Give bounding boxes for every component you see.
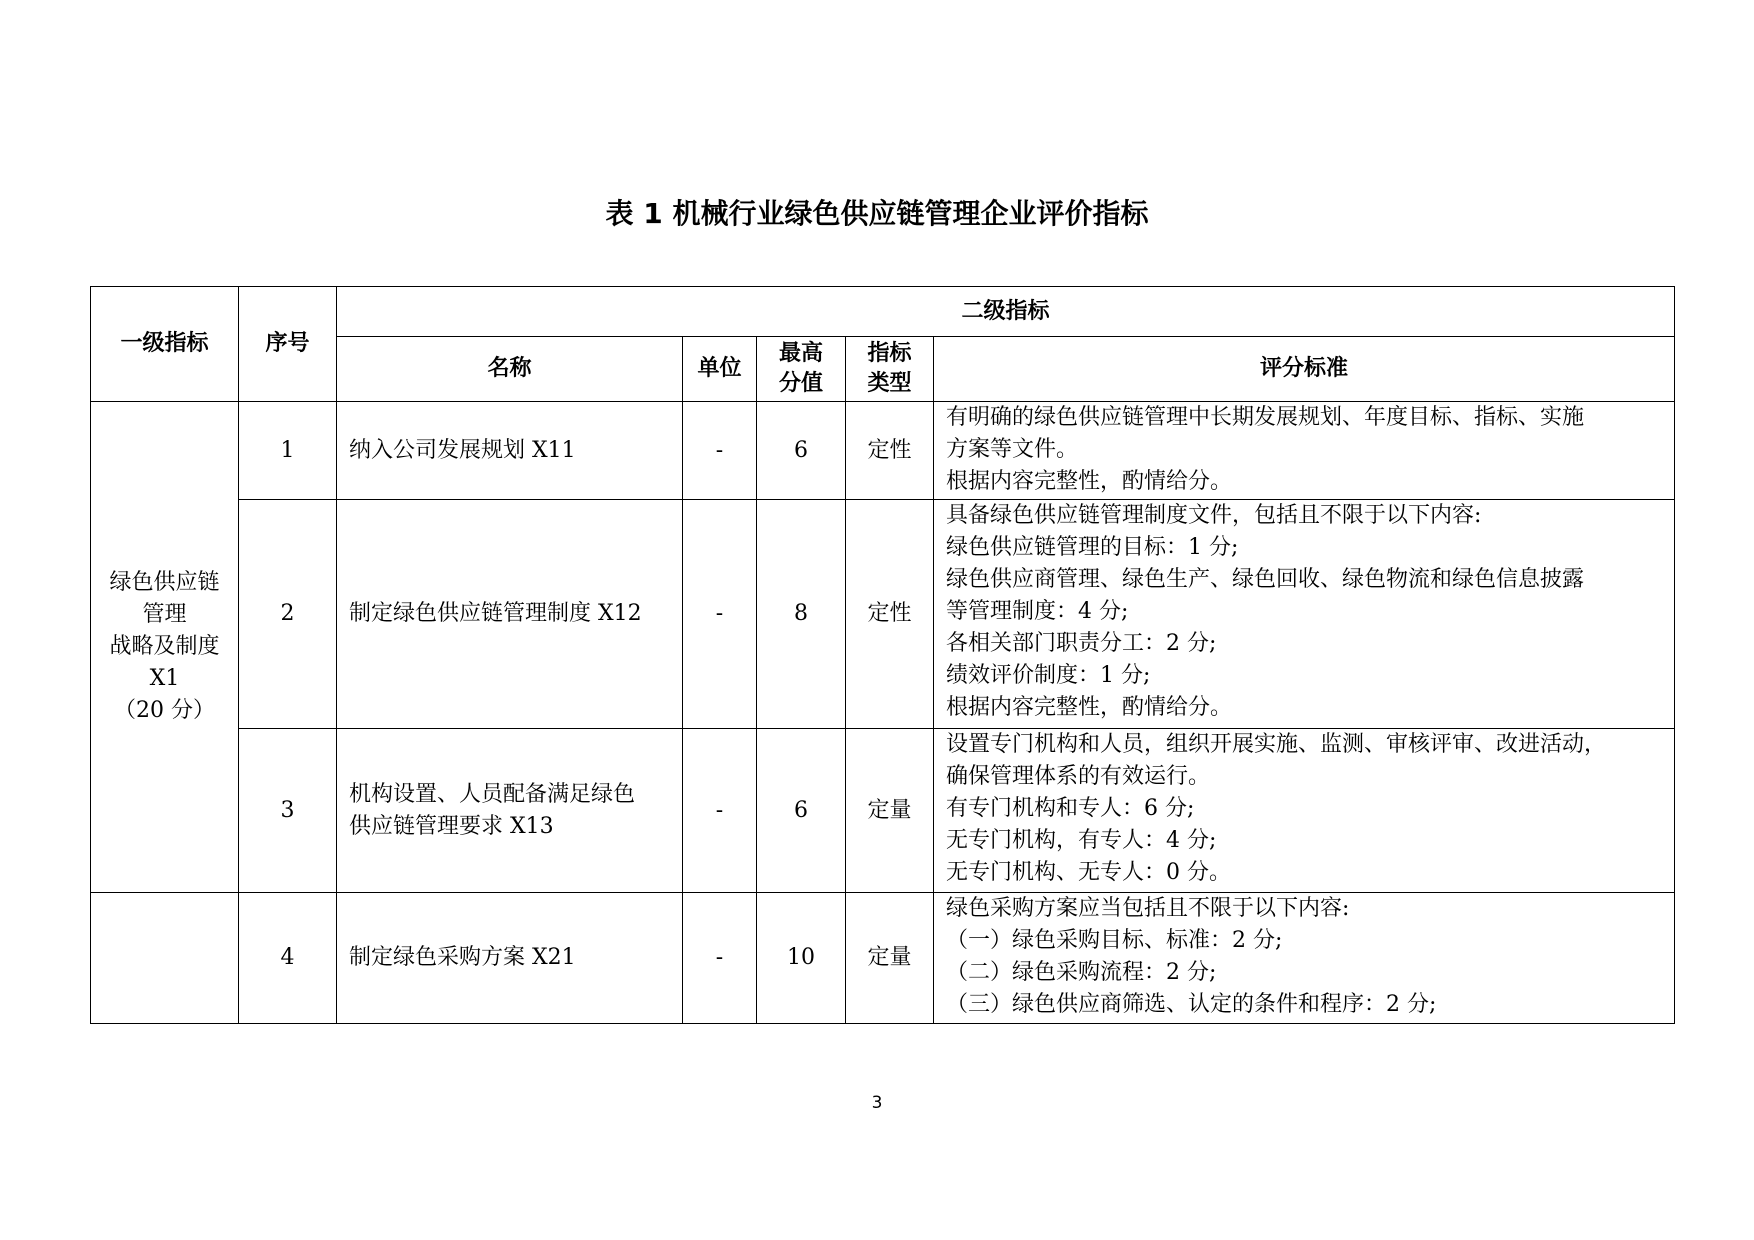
seq-cell: 1 — [239, 402, 337, 500]
indicator-name-cell: 制定绿色供应链管理制度 X12 — [337, 500, 683, 729]
indicator-type-cell: 定量 — [846, 893, 934, 1024]
header-level1-indicator: 一级指标 — [91, 287, 239, 402]
header-max-score: 最高 分值 — [757, 337, 846, 402]
seq-cell: 2 — [239, 500, 337, 729]
criteria-cell: 设置专门机构和人员，组织开展实施、监测、审核评审、改进活动， 确保管理体系的有效运行。 有专门机构和专人：6 分; 无专门机构，有专人：4 分; 无专门机构、无专人：0 分。 — [934, 729, 1675, 893]
max-score-cell: 10 — [757, 893, 846, 1024]
seq-cell: 4 — [239, 893, 337, 1024]
header-criteria: 评分标准 — [934, 337, 1675, 402]
header-level2-indicator: 二级指标 — [337, 287, 1675, 337]
unit-cell: - — [683, 729, 757, 893]
seq-cell: 3 — [239, 729, 337, 893]
unit-cell: - — [683, 500, 757, 729]
header-seq: 序号 — [239, 287, 337, 402]
criteria-cell: 有明确的绿色供应链管理中长期发展规划、年度目标、指标、实施 方案等文件。 根据内容完整性，酌情给分。 — [934, 402, 1675, 500]
indicator-name-cell: 制定绿色采购方案 X21 — [337, 893, 683, 1024]
table-row — [91, 729, 1675, 893]
criteria-cell: 绿色采购方案应当包括且不限于以下内容: （一）绿色采购目标、标准：2 分; （二）绿色采购流程：2 分; （三）绿色供应商筛选、认定的条件和程序：2 分; — [934, 893, 1675, 1024]
evaluation-index-table — [90, 286, 1675, 1024]
indicator-type-cell: 定量 — [846, 729, 934, 893]
table-row — [91, 402, 1675, 500]
max-score-cell: 6 — [757, 729, 846, 893]
table-row — [91, 500, 1675, 729]
header-name: 名称 — [337, 337, 683, 402]
header-unit: 单位 — [683, 337, 757, 402]
indicator-name-cell: 纳入公司发展规划 X11 — [337, 402, 683, 500]
category-x1-cell: 绿色供应链 管理 战略及制度 X1 （20 分） — [91, 402, 239, 893]
indicator-type-cell: 定性 — [846, 500, 934, 729]
max-score-cell: 8 — [757, 500, 846, 729]
indicator-type-cell: 定性 — [846, 402, 934, 500]
page-number: 3 — [871, 1093, 883, 1113]
header-indicator-type: 指标 类型 — [846, 337, 934, 402]
page-title: 表 1 机械行业绿色供应链管理企业评价指标 — [605, 197, 1149, 230]
category-x2-cell — [91, 893, 239, 1024]
criteria-cell: 具备绿色供应链管理制度文件，包括且不限于以下内容: 绿色供应链管理的目标：1 分; 绿色供应商管理、绿色生产、绿色回收、绿色物流和绿色信息披露 等管理制度：4 分; 各相关部门职责分工：2 分; 绩效评价制度：1 分; 根据内容完整性，酌情给分。 — [934, 500, 1675, 729]
indicator-name-cell: 机构设置、人员配备满足绿色 供应链管理要求 X13 — [337, 729, 683, 893]
table-row — [91, 893, 1675, 1024]
unit-cell: - — [683, 402, 757, 500]
max-score-cell: 6 — [757, 402, 846, 500]
unit-cell: - — [683, 893, 757, 1024]
